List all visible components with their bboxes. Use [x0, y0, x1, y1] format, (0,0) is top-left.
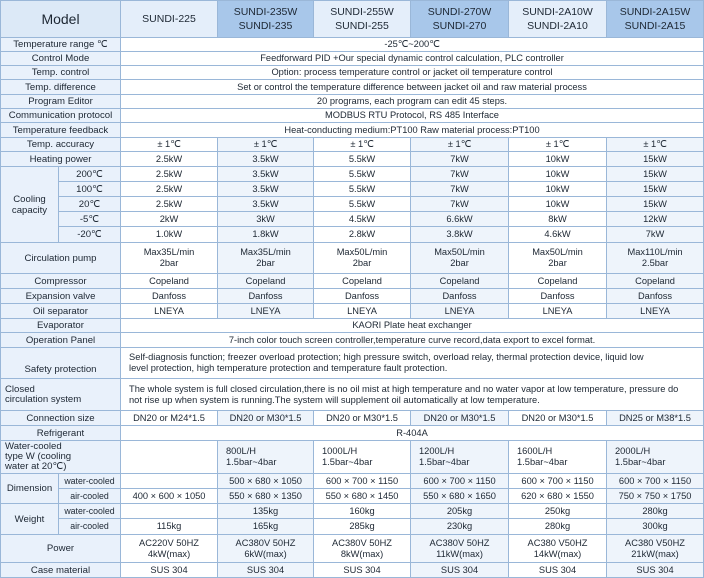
spec-value: 280kg	[509, 519, 607, 535]
spec-value: 600 × 700 × 1150	[607, 474, 704, 489]
spec-value: 3kW	[218, 212, 314, 227]
spec-value: Heat-conducting medium:PT100 Raw material process:PT100	[121, 123, 704, 138]
spec-row	[1, 474, 704, 489]
spec-value: Danfoss	[314, 289, 411, 304]
spec-value: 2.5kW	[121, 167, 218, 182]
spec-value: 12kW	[607, 212, 704, 227]
spec-value: Copeland	[607, 274, 704, 289]
spec-value: 6.6kW	[411, 212, 509, 227]
spec-value: Max50L/min 2bar	[509, 243, 607, 274]
spec-row	[1, 411, 704, 426]
spec-value: 1200L/H 1.5bar~4bar	[411, 441, 509, 474]
spec-value: 20 programs, each program can edit 45 steps.	[121, 95, 704, 109]
model-column-header: SUNDI-2A15W SUNDI-2A15	[607, 1, 704, 38]
spec-value: 135kg	[218, 504, 314, 519]
row-label-closed-circulation-system: Closed circulation system	[1, 379, 121, 411]
spec-value: 250kg	[509, 504, 607, 519]
spec-value: 10kW	[509, 197, 607, 212]
spec-value: DN25 or M38*1.5	[607, 411, 704, 426]
row-label-control-mode: Control Mode	[1, 52, 121, 66]
spec-row	[1, 333, 704, 348]
spec-value: Danfoss	[121, 289, 218, 304]
spec-row	[1, 80, 704, 95]
spec-row	[1, 274, 704, 289]
group-label-weight: Weight	[1, 504, 59, 535]
spec-row	[1, 441, 704, 474]
spec-row	[1, 304, 704, 319]
spec-value: 15kW	[607, 197, 704, 212]
spec-value: 10kW	[509, 167, 607, 182]
spec-row	[1, 152, 704, 167]
row-label-safety-protection: Safety protection	[1, 348, 121, 379]
row-label-temp-control: Temp. control	[1, 66, 121, 80]
spec-row	[1, 243, 704, 274]
spec-row	[1, 489, 704, 504]
spec-value: 1.0kW	[121, 227, 218, 243]
spec-value: 7kW	[411, 197, 509, 212]
spec-value: 230kg	[411, 519, 509, 535]
row-label-temperature-feedback: Temperature feedback	[1, 123, 121, 138]
spec-value: ± 1℃	[509, 138, 607, 152]
sub-label: air-cooled	[59, 519, 121, 535]
spec-value: 4.5kW	[314, 212, 411, 227]
spec-value: 7kW	[411, 167, 509, 182]
spec-value: ± 1℃	[314, 138, 411, 152]
spec-value: LNEYA	[509, 304, 607, 319]
spec-value: AC220V 50HZ 4kW(max)	[121, 535, 218, 563]
spec-row	[1, 504, 704, 519]
spec-value: DN20 or M24*1.5	[121, 411, 218, 426]
row-label-temp-difference: Temp. difference	[1, 80, 121, 95]
spec-value: ± 1℃	[411, 138, 509, 152]
spec-row	[1, 227, 704, 243]
spec-value: SUS 304	[509, 563, 607, 578]
row-label-case-material: Case material	[1, 563, 121, 578]
spec-value: 7kW	[411, 152, 509, 167]
spec-value: Max35L/min 2bar	[218, 243, 314, 274]
spec-value: DN20 or M30*1.5	[411, 411, 509, 426]
spec-row	[1, 167, 704, 182]
spec-row	[1, 38, 704, 52]
model-column-header: SUNDI-225	[121, 1, 218, 38]
spec-value: SUS 304	[218, 563, 314, 578]
spec-row	[1, 182, 704, 197]
row-label-connection-size: Connection size	[1, 411, 121, 426]
spec-value: 3.5kW	[218, 197, 314, 212]
spec-value: 1.8kW	[218, 227, 314, 243]
spec-value: AC380V 50HZ 6kW(max)	[218, 535, 314, 563]
spec-value: 280kg	[607, 504, 704, 519]
spec-value: 2.5kW	[121, 152, 218, 167]
sub-label: 20℃	[59, 197, 121, 212]
spec-value: 3.5kW	[218, 167, 314, 182]
spec-value: Copeland	[314, 274, 411, 289]
spec-value: 1000L/H 1.5bar~4bar	[314, 441, 411, 474]
spec-row	[1, 138, 704, 152]
spec-value: Copeland	[411, 274, 509, 289]
row-label-temp-accuracy: Temp. accuracy	[1, 138, 121, 152]
spec-value: Danfoss	[218, 289, 314, 304]
spec-value: DN20 or M30*1.5	[314, 411, 411, 426]
group-label-cooling-capacity: Cooling capacity	[1, 167, 59, 243]
spec-row	[1, 95, 704, 109]
sub-label: 100℃	[59, 182, 121, 197]
spec-value: 400 × 600 × 1050	[121, 489, 218, 504]
spec-row	[1, 348, 704, 379]
spec-value: 8kW	[509, 212, 607, 227]
spec-value: AC380 V50HZ 21kW(max)	[607, 535, 704, 563]
spec-value: SUS 304	[314, 563, 411, 578]
spec-value: Max35L/min 2bar	[121, 243, 218, 274]
spec-value: 600 × 700 × 1150	[411, 474, 509, 489]
spec-row	[1, 379, 704, 411]
spec-row	[1, 289, 704, 304]
model-column-header: SUNDI-270W SUNDI-270	[411, 1, 509, 38]
spec-value: AC380V 50HZ 8kW(max)	[314, 535, 411, 563]
spec-value: 550 × 680 × 1450	[314, 489, 411, 504]
model-column-header: SUNDI-2A10W SUNDI-2A10	[509, 1, 607, 38]
spec-value: LNEYA	[218, 304, 314, 319]
spec-row	[1, 535, 704, 563]
spec-value: MODBUS RTU Protocol, RS 485 Interface	[121, 109, 704, 123]
spec-value: 2.8kW	[314, 227, 411, 243]
row-label-communication-protocol: Communication protocol	[1, 109, 121, 123]
spec-value: 2.5kW	[121, 197, 218, 212]
spec-value: Copeland	[218, 274, 314, 289]
spec-value: Option: process temperature control or jacket oil temperature control	[121, 66, 704, 80]
spec-value: AC380 V50HZ 14kW(max)	[509, 535, 607, 563]
row-label-power: Power	[1, 535, 121, 563]
spec-value: LNEYA	[411, 304, 509, 319]
spec-value: 750 × 750 × 1750	[607, 489, 704, 504]
row-label-heating-power: Heating power	[1, 152, 121, 167]
header-row	[1, 1, 704, 38]
spec-value: DN20 or M30*1.5	[509, 411, 607, 426]
model-column-header: SUNDI-255W SUNDI-255	[314, 1, 411, 38]
spec-value: Max50L/min 2bar	[314, 243, 411, 274]
spec-row	[1, 197, 704, 212]
spec-value: KAORI Plate heat exchanger	[121, 319, 704, 333]
spec-value: 1600L/H 1.5bar~4bar	[509, 441, 607, 474]
spec-value: 2.5kW	[121, 182, 218, 197]
spec-value: Max110L/min 2.5bar	[607, 243, 704, 274]
row-label-refrigerant: Refrigerant	[1, 426, 121, 441]
spec-value	[121, 474, 218, 489]
sub-label: water-cooled	[59, 504, 121, 519]
spec-row	[1, 426, 704, 441]
spec-value: 5.5kW	[314, 182, 411, 197]
spec-value: R-404A	[121, 426, 704, 441]
spec-value: 3.8kW	[411, 227, 509, 243]
spec-value: 160kg	[314, 504, 411, 519]
spec-value: SUS 304	[607, 563, 704, 578]
spec-value: 115kg	[121, 519, 218, 535]
spec-value: Self-diagnosis function; freezer overload protection; high pressure switch, overload relay, thermal protection device, liquid low level protection, high temperature protection and temperature fault protection.	[121, 348, 704, 379]
spec-value: 800L/H 1.5bar~4bar	[218, 441, 314, 474]
spec-value: Set or control the temperature difference between jacket oil and raw material process	[121, 80, 704, 95]
spec-value: Danfoss	[509, 289, 607, 304]
spec-value: 3.5kW	[218, 152, 314, 167]
spec-value: Max50L/min 2bar	[411, 243, 509, 274]
spec-row	[1, 212, 704, 227]
spec-value: DN20 or M30*1.5	[218, 411, 314, 426]
spec-row	[1, 66, 704, 80]
spec-value: 7-inch color touch screen controller,temperature curve record,data export to excel format.	[121, 333, 704, 348]
spec-value: 300kg	[607, 519, 704, 535]
row-label-compressor: Compressor	[1, 274, 121, 289]
spec-value: 4.6kW	[509, 227, 607, 243]
spec-value: AC380V 50HZ 11kW(max)	[411, 535, 509, 563]
spec-value: 550 × 680 × 1350	[218, 489, 314, 504]
row-label-evaporator: Evaporator	[1, 319, 121, 333]
spec-value: 15kW	[607, 152, 704, 167]
spec-value: 2000L/H 1.5bar~4bar	[607, 441, 704, 474]
spec-value: ± 1℃	[607, 138, 704, 152]
spec-value: LNEYA	[314, 304, 411, 319]
group-label-dimension: Dimension	[1, 474, 59, 504]
spec-row	[1, 519, 704, 535]
spec-value: 10kW	[509, 152, 607, 167]
spec-value: 5.5kW	[314, 167, 411, 182]
spec-value: 10kW	[509, 182, 607, 197]
spec-value: Copeland	[121, 274, 218, 289]
sub-label: 200℃	[59, 167, 121, 182]
spec-value: 2kW	[121, 212, 218, 227]
spec-value: Danfoss	[411, 289, 509, 304]
sub-label: -20℃	[59, 227, 121, 243]
spec-value: SUS 304	[411, 563, 509, 578]
spec-value: SUS 304	[121, 563, 218, 578]
spec-value: -25℃~200℃	[121, 38, 704, 52]
spec-row	[1, 52, 704, 66]
spec-value: 3.5kW	[218, 182, 314, 197]
row-label-circulation-pump: Circulation pump	[1, 243, 121, 274]
spec-value: 5.5kW	[314, 197, 411, 212]
spec-value: LNEYA	[121, 304, 218, 319]
spec-value: 15kW	[607, 167, 704, 182]
spec-value: Copeland	[509, 274, 607, 289]
spec-value: 600 × 700 × 1150	[509, 474, 607, 489]
spec-value: 285kg	[314, 519, 411, 535]
spec-value: 550 × 680 × 1650	[411, 489, 509, 504]
spec-value: 620 × 680 × 1550	[509, 489, 607, 504]
row-label-oil-separator: Oil separator	[1, 304, 121, 319]
spec-value: 165kg	[218, 519, 314, 535]
row-label-program-editor: Program Editor	[1, 95, 121, 109]
row-label-water-cooled-type-w-cooling-water-at-20: Water-cooled type W (cooling water at 20℃)	[1, 441, 121, 474]
row-label-operation-panel: Operation Panel	[1, 333, 121, 348]
spec-value	[121, 504, 218, 519]
spec-row	[1, 319, 704, 333]
spec-value: Feedforward PID +Our special dynamic control calculation, PLC controller	[121, 52, 704, 66]
spec-row	[1, 123, 704, 138]
spec-value: ± 1℃	[121, 138, 218, 152]
model-column-header: SUNDI-235W SUNDI-235	[218, 1, 314, 38]
spec-value: 205kg	[411, 504, 509, 519]
sub-label: water-cooled	[59, 474, 121, 489]
spec-value: 7kW	[607, 227, 704, 243]
row-label-expansion-valve: Expansion valve	[1, 289, 121, 304]
spec-value: ± 1℃	[218, 138, 314, 152]
spec-value: LNEYA	[607, 304, 704, 319]
spec-value: Danfoss	[607, 289, 704, 304]
spec-value: 15kW	[607, 182, 704, 197]
spec-value: 7kW	[411, 182, 509, 197]
spec-value: 5.5kW	[314, 152, 411, 167]
spec-value: 600 × 700 × 1150	[314, 474, 411, 489]
spec-value: The whole system is full closed circulation,there is no oil mist at high temperature and no water vapor at low temperature, pressure do not rise up when system is running.The system will supplement oil automatically at low temperature.	[121, 379, 704, 411]
sub-label: -5℃	[59, 212, 121, 227]
row-label-temperature-range: Temperature range ℃	[1, 38, 121, 52]
spec-value	[121, 441, 218, 474]
spec-row	[1, 109, 704, 123]
model-header: Model	[1, 1, 121, 38]
spec-value: 500 × 680 × 1050	[218, 474, 314, 489]
sub-label: air-cooled	[59, 489, 121, 504]
spec-row	[1, 563, 704, 578]
